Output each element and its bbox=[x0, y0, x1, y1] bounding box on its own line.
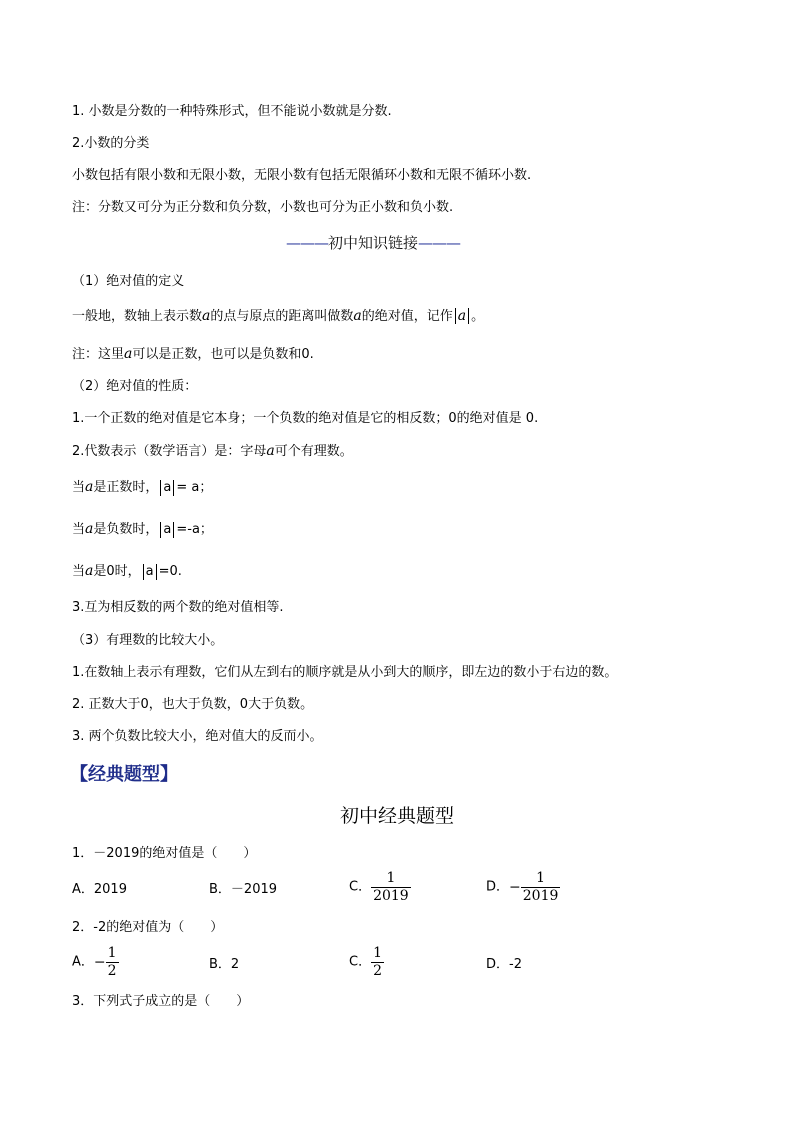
var-a: a bbox=[85, 521, 94, 537]
var-a: a bbox=[124, 346, 133, 362]
q3-stem: 3．下列式子成立的是（ ） bbox=[72, 994, 250, 1009]
center-title: 初中经典题型 bbox=[339, 805, 454, 827]
option-label: C． bbox=[349, 954, 372, 970]
abs-case-positive bbox=[72, 478, 212, 497]
q2-option-d: D．-2 bbox=[486, 957, 522, 972]
q1-option-d bbox=[486, 870, 560, 905]
q2-option-c bbox=[349, 945, 384, 980]
abs-prop-1: 1.一个正数的绝对值是它本身；一个负数的绝对值是它的相反数；0的绝对值是 0. bbox=[72, 411, 539, 426]
denominator: 2 bbox=[373, 963, 382, 979]
q1-option-b: B．－2019 bbox=[209, 882, 278, 897]
q1-option-c bbox=[349, 870, 411, 905]
intro-line-3: 小数包括有限小数和无限小数，无限小数有包括无限循环小数和无限不循环小数. bbox=[72, 168, 532, 183]
var-a: a bbox=[202, 308, 211, 324]
prop2-part-b: 可个有理数。 bbox=[274, 444, 353, 459]
bracket-close: 】 bbox=[160, 764, 178, 785]
compare-rule-1: 1.在数轴上表示有理数，它们从左到右的顺序就是从小到大的顺序，即左边的数小于右边的数。 bbox=[72, 665, 618, 680]
abs-def-part-b: 的点与原点的距离叫做数 bbox=[210, 309, 354, 324]
dash-left: ——— bbox=[286, 234, 328, 252]
compare-heading: （3）有理数的比较大小。 bbox=[72, 633, 224, 648]
var-a: a bbox=[85, 479, 94, 495]
q2-stem: 2．-2的绝对值为（ ） bbox=[72, 920, 224, 935]
numerator: 1 bbox=[373, 945, 382, 961]
abs-notation: a bbox=[160, 522, 174, 538]
bracket-open: 【 bbox=[70, 764, 88, 785]
fraction bbox=[106, 945, 119, 980]
compare-rule-2: 2. 正数大于0，也大于负数，0大于负数。 bbox=[72, 697, 314, 712]
minus-sign: − bbox=[93, 954, 106, 971]
case-text: 当 bbox=[72, 564, 86, 579]
abs-prop-3: 3.互为相反数的两个数的绝对值相等. bbox=[72, 600, 284, 615]
abs-notation: a bbox=[143, 564, 157, 580]
abs-def-heading: （1）绝对值的定义 bbox=[72, 274, 185, 289]
classic-heading-text: 经典题型 bbox=[88, 764, 160, 785]
abs-def-line bbox=[72, 307, 484, 326]
numerator: 1 bbox=[386, 870, 396, 886]
abs-def-end: 。 bbox=[471, 309, 485, 324]
fraction bbox=[371, 870, 411, 905]
note-part-a: 注：这里 bbox=[72, 347, 125, 362]
minus-sign: − bbox=[509, 879, 521, 896]
denominator: 2019 bbox=[522, 888, 559, 904]
abs-notation: a bbox=[160, 480, 174, 496]
case-text: 是0时， bbox=[93, 564, 141, 579]
denominator: 2019 bbox=[373, 888, 409, 904]
abs-notation: a bbox=[455, 308, 469, 324]
abs-prop-heading: （2）绝对值的性质： bbox=[72, 379, 198, 394]
q1-stem: 1．－2019的绝对值是（ ） bbox=[72, 846, 257, 861]
intro-line-2: 2.小数的分类 bbox=[72, 136, 150, 151]
q1-option-a: A．2019 bbox=[72, 882, 127, 897]
note-part-b: 可以是正数，也可以是负数和0. bbox=[132, 347, 314, 362]
intro-line-4: 注：分数又可分为正分数和负分数，小数也可分为正小数和负小数. bbox=[72, 200, 454, 215]
case-text: 是正数时， bbox=[93, 480, 159, 495]
classic-heading bbox=[70, 763, 178, 787]
option-label: D． bbox=[486, 879, 510, 895]
case-text: 是负数时， bbox=[93, 522, 159, 537]
abs-def-note bbox=[72, 345, 314, 364]
option-label: C． bbox=[349, 879, 372, 895]
intro-line-1: 1. 小数是分数的一种特殊形式，但不能说小数就是分数. bbox=[72, 104, 392, 119]
compare-rule-3: 3. 两个负数比较大小，绝对值大的反而小。 bbox=[72, 729, 323, 744]
denominator: 2 bbox=[107, 963, 117, 979]
fraction bbox=[371, 945, 384, 980]
section-knowledge-link-title bbox=[286, 233, 460, 253]
abs-case-zero bbox=[72, 562, 182, 581]
case-result: =-a； bbox=[176, 522, 213, 537]
abs-prop-2 bbox=[72, 442, 353, 461]
var-a: a bbox=[85, 563, 94, 579]
case-text: 当 bbox=[72, 480, 86, 495]
knowledge-link-text: 初中知识链接 bbox=[328, 234, 419, 252]
var-a: a bbox=[266, 443, 275, 459]
var-a: a bbox=[353, 308, 362, 324]
numerator: 1 bbox=[536, 870, 546, 886]
prop2-part-a: 2.代数表示（数学语言）是：字母 bbox=[72, 444, 267, 459]
numerator: 1 bbox=[107, 945, 117, 961]
abs-def-part-c: 的绝对值，记作 bbox=[361, 309, 453, 324]
case-result: = a； bbox=[176, 480, 213, 495]
option-label: A． bbox=[72, 954, 94, 970]
abs-def-part-a: 一般地，数轴上表示数 bbox=[72, 309, 203, 324]
dash-right: ——— bbox=[418, 234, 461, 252]
case-text: 当 bbox=[72, 522, 86, 537]
case-result: =0. bbox=[158, 564, 182, 579]
q2-option-b: B．2 bbox=[209, 957, 240, 972]
abs-case-negative bbox=[72, 520, 213, 539]
fraction bbox=[521, 870, 561, 905]
q2-option-a bbox=[72, 945, 119, 980]
